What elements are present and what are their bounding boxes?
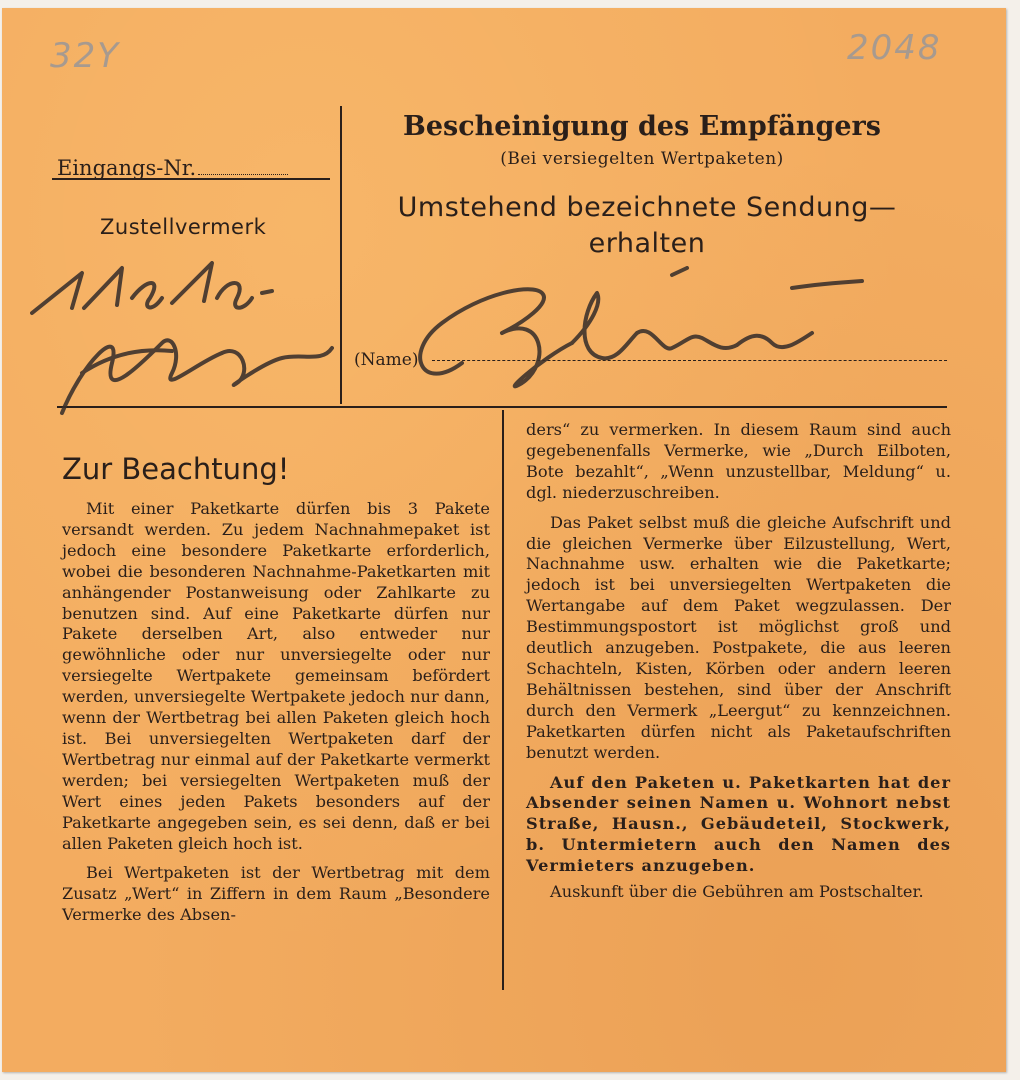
name-label: (Name) [354,350,419,370]
statement-line-2: erhalten [588,228,706,259]
recipient-signature [402,263,882,403]
pencil-mark-top-left: 32Y [50,36,121,76]
notice-heading: Zur Beachtung! [62,452,290,486]
eingang-label: Eingangs-Nr. [57,156,197,180]
notice-right-paragraph-1: ders“ zu vermerken. In diesem Raum sind auch gegebenenfalls Vermerke, wie „Durch Eilboten, Bote bezahlt“, „Wenn unzustellbar, Meldung“ u. dgl. niederzuschreiben. [526,420,951,502]
eingang-nr-field [57,156,288,180]
receipt-statement [347,190,947,262]
notice-right-paragraph-3: Auf den Paketen u. Paketkarten hat der Absender seinen Namen u. Wohnort nebst Straße, Hausn., Gebäudeteil, Stockwerk, b. Untermietern auch den Namen des Vermieters anzugeben. [526,772,951,876]
handwritten-date-signature [22,253,362,428]
receipt-subtitle: (Bei versiegelten Wertpaketen) [500,149,784,169]
zustellvermerk-label: Zustellvermerk [100,215,267,239]
statement-line-1: Umstehend bezeichnete Sendung— [397,192,897,223]
column-divider [502,410,504,990]
notice-right-paragraph-2: Das Paket selbst muß die gleiche Aufschrift und die gleichen Vermerke über Eilzustellung, Wert, Nachnahme usw. erhalten wie die Paketkarte; jedoch ist bei unversiegelten Wertpaketen die Wertangabe auf dem Paket wegzulassen. Der Bestimmungspostort ist möglichst groß und deutlich anzugeben. Postpakete, die aus leeren Schachteln, Kisten, Körben oder andern leeren Behältnissen bestehen, sind über der Anschrift durch den Vermerk „Leergut“ zu kennzeichnen. Paketkarten dürfen nicht als Paketaufschriften benutzt werden. [526,512,951,762]
notice-left-paragraph-2: Bei Wertpaketen ist der Wertbetrag mit dem Zusatz „Wert“ in Ziffern in dem Raum „Besondere Vermerke des Absen- [62,863,490,925]
receipt-title: Bescheinigung des Empfängers [403,111,881,142]
name-signature-line [432,360,947,361]
parcel-card-back [2,8,1006,1072]
header-divider [340,106,342,404]
eingang-dotted-line [198,174,288,175]
notice-right-paragraph-4: Auskunft über die Gebühren am Postschalter. [550,882,924,902]
notice-left-column [62,499,490,926]
notice-left-paragraph-1: Mit einer Paketkarte dürfen bis 3 Pakete versandt werden. Zu jedem Nachnahmepaket ist jedoch eine besondere Paketkarte erforderlich, wobei die besonderen Nachnahme-Paketkarten mit anhängender Postanweisung oder Zahlkarte zu benutzen sind. Auf eine Paketkarte dürfen nur Pakete derselben Art, also entweder nur gewöhnliche oder nur unversiegelte oder nur versiegelte Wertpakete gemeinsam befördert werden, unversiegelte Wertpakete jedoch nur dann, wenn der Wertbetrag bei allen Paketen gleich hoch ist. Bei unversiegelten Wertpaketen darf der Wertbetrag nur einmal auf der Paketkarte vermerkt werden; bei versiegelten Wertpaketen muß der Wert eines jeden Pakets besonders auf der Paketkarte angegeben sein, es sei denn, daß er bei allen Paketen gleich hoch ist. [62,499,490,853]
header-bottom-rule [57,406,947,408]
notice-right-column [526,420,951,903]
pencil-mark-top-right: 2048 [847,28,942,68]
